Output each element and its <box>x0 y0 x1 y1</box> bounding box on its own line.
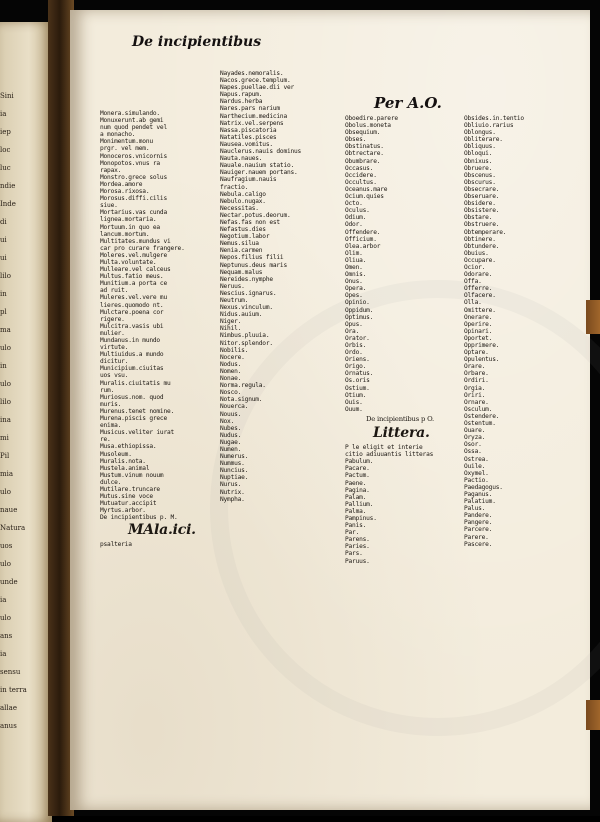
glossary-entry: Muralis.nota. <box>100 457 146 465</box>
glossary-entry: Mordea.amore <box>100 180 143 188</box>
glossary-entry: Nonae. <box>220 375 242 383</box>
glossary-entry: fractio. <box>220 183 249 191</box>
glossary-entry: Palatium. <box>464 498 496 506</box>
glossary-entry: Offendere. <box>345 228 381 236</box>
glossary-entry: Pampinus. <box>345 514 377 522</box>
glossary-entry: Origo. <box>345 363 367 371</box>
glossary-entry: Paries. <box>345 543 370 551</box>
glossary-entry: Nauta.naues. <box>220 155 263 163</box>
glossary-entry: Pandere. <box>464 512 493 520</box>
glossary-entry: Nausea.vomitus. <box>220 140 273 148</box>
glossary-entry: Oliua. <box>345 256 367 264</box>
glossary-entry: dicitur. <box>100 358 129 366</box>
glossary-entry: Napes.puellae.dii ver <box>220 84 295 92</box>
glossary-entry: Obliuio.rarius <box>464 122 514 130</box>
glossary-entry: Parcere. <box>464 526 493 534</box>
facing-page-fragment: sensu <box>0 668 21 676</box>
glossary-entry: Numen. <box>220 445 242 453</box>
glossary-entry: Necessitas. <box>220 204 259 212</box>
glossary-entry: Orgia. <box>464 384 486 392</box>
facing-page-fragment: mi <box>0 434 9 442</box>
glossary-entry: Negotium.labor <box>220 233 270 241</box>
glossary-entry: Odorare. <box>464 271 493 279</box>
facing-page-fragment: iep <box>0 128 11 136</box>
glossary-entry: Obtrectare. <box>345 150 384 158</box>
glossary-entry: Orare. <box>464 363 486 371</box>
leather-tab <box>586 700 600 730</box>
glossary-entry: Municipium.ciuitas <box>100 365 164 373</box>
glossary-entry: Nefas.fas non est <box>220 218 280 226</box>
glossary-entry: Nebula.caligo <box>220 190 266 198</box>
glossary-entry: Nouerca. <box>220 403 249 411</box>
facing-page-fragment: ma <box>0 326 11 334</box>
glossary-entry: Ostrea. <box>464 455 489 463</box>
glossary-entry: Obsidere. <box>464 200 496 208</box>
glossary-entry: Ouum. <box>345 405 363 413</box>
glossary-entry: Paene. <box>345 479 367 487</box>
glossary-entry: Multa.voluntate. <box>100 258 157 266</box>
glossary-entry: enima. <box>100 422 122 430</box>
glossary-entry: Ocior. <box>464 263 486 271</box>
glossary-entry: Opinio. <box>345 299 370 307</box>
glossary-entry: Olim. <box>345 249 363 257</box>
glossary-entry: Nefastus.dies <box>220 226 266 234</box>
glossary-entry: Nuncius. <box>220 467 249 475</box>
glossary-entry: Offa. <box>464 278 482 286</box>
glossary-entry: citio adiuuantis litteras <box>345 451 434 459</box>
glossary-entry: Oculus. <box>345 207 370 215</box>
glossary-entry: Obloqui. <box>464 150 493 158</box>
glossary-entry: Monopotos.vnus ra <box>100 159 160 167</box>
glossary-entry: Oboedire.parere <box>345 115 398 122</box>
glossary-entry: Obsequium. <box>345 129 381 137</box>
glossary-entry: De incipientibus p O. <box>365 414 435 423</box>
glossary-entry: Paruus. <box>345 557 370 565</box>
glossary-column-3 <box>345 115 455 725</box>
glossary-entry: Nemus.silua <box>220 240 259 248</box>
glossary-entry: Murena.piscis grece <box>100 415 167 423</box>
glossary-entry: Nobilis. <box>220 346 249 354</box>
facing-page-fragment: ui <box>0 254 7 262</box>
glossary-entry: Oceanus.mare <box>345 185 388 193</box>
glossary-entry: muris. <box>100 400 122 408</box>
facing-page-fragment: ui <box>0 236 7 244</box>
glossary-entry: Nympha. <box>220 495 245 503</box>
glossary-entry: Opulentus. <box>464 356 500 364</box>
glossary-entry: lignea.mortaria. <box>100 216 157 224</box>
glossary-entry: Monstro.grece solus <box>100 173 167 181</box>
glossary-entry: Oppidum. <box>345 306 374 314</box>
glossary-entry: Occupare. <box>464 256 496 264</box>
glossary-entry: Opes. <box>345 292 363 300</box>
glossary-entry: Munitium.a porta ce <box>100 280 167 288</box>
facing-page-fragment: di <box>0 218 7 226</box>
glossary-entry: Oriens. <box>345 356 370 364</box>
glossary-entry: Nardus.herba <box>220 98 263 106</box>
glossary-entry: Odor. <box>345 221 363 229</box>
glossary-entry: Morosus.diffi.cilis <box>100 195 167 203</box>
glossary-entry: siue. <box>100 202 118 210</box>
glossary-entry: Norma.regula. <box>220 382 266 390</box>
facing-page-fragment: unde <box>0 578 18 586</box>
facing-page-fragment: lilo <box>0 398 11 406</box>
glossary-entry: Nouus. <box>220 410 242 418</box>
glossary-entry: Muralis.ciuitatis mu <box>100 379 171 387</box>
glossary-entry: Pactum. <box>345 472 370 480</box>
glossary-entry: Obtemperare. <box>464 228 507 236</box>
glossary-entry: Nectar.potus.deorum. <box>220 211 291 219</box>
glossary-entry: Neruus. <box>220 282 245 290</box>
facing-page-fragment: uos <box>0 542 13 550</box>
glossary-entry: MAla.ici. <box>128 522 196 539</box>
glossary-entry: Omen. <box>345 263 363 271</box>
facing-page-fragment: ulo <box>0 560 11 568</box>
glossary-entry: Obstare. <box>464 214 493 222</box>
glossary-entry: Nutrix. <box>220 488 245 496</box>
glossary-entry: Palma. <box>345 507 367 515</box>
glossary-entry: Nimbus.pluuia. <box>220 332 270 340</box>
glossary-entry: Paganus. <box>464 490 493 498</box>
glossary-entry: Os.oris <box>345 377 370 385</box>
glossary-entry: car pro curare frangere. <box>100 244 185 252</box>
glossary-entry: Ostendere. <box>464 412 500 420</box>
facing-page-fragment: ulo <box>0 614 11 622</box>
glossary-entry: psalteria <box>100 541 132 549</box>
glossary-entry: Parens. <box>345 536 370 544</box>
glossary-entry: Mortuum.in quo ea <box>100 223 160 231</box>
glossary-entry: Orbare. <box>464 370 489 378</box>
facing-page-fragment: in <box>0 362 7 370</box>
facing-page-fragment: in terra <box>0 686 27 694</box>
glossary-entry: Obtundere. <box>464 242 500 250</box>
glossary-entry: Ordo. <box>345 349 363 357</box>
glossary-entry: Obses. <box>345 136 367 144</box>
facing-page-fragment: ia <box>0 110 7 118</box>
glossary-entry: Nodus. <box>220 360 242 368</box>
glossary-entry: Pallium. <box>345 500 374 508</box>
glossary-entry: Obruere. <box>464 164 493 172</box>
glossary-entry: Pagina. <box>345 486 370 494</box>
glossary-entry: Nidus.auium. <box>220 311 263 319</box>
facing-page-edge <box>0 22 52 822</box>
facing-page-fragment: ndie <box>0 182 16 190</box>
glossary-entry: P le eligit et interie <box>345 444 423 452</box>
glossary-entry: a monacho. <box>100 131 136 139</box>
glossary-entry: Napus.rapum. <box>220 91 263 99</box>
glossary-entry: Oportet. <box>464 334 493 342</box>
glossary-entry: Pangere. <box>464 519 493 527</box>
glossary-entry: Mutilare.truncare <box>100 485 160 493</box>
glossary-entry: Nexus.vinculum. <box>220 304 273 312</box>
glossary-entry: Niger. <box>220 318 242 326</box>
glossary-entry: Nacos.grece.templum. <box>220 77 291 85</box>
glossary-entry: re. <box>100 436 111 444</box>
glossary-entry: Nihil. <box>220 325 242 333</box>
glossary-entry: Musa.ethiopissa. <box>100 443 157 451</box>
glossary-entry: Multus.fatio meus. <box>100 273 164 281</box>
glossary-entry: Nota.signum. <box>220 396 263 404</box>
glossary-entry: Mutuatur.accipit <box>100 500 157 508</box>
glossary-entry: Orator. <box>345 334 370 342</box>
glossary-entry: Nassa.piscatoria <box>220 126 277 134</box>
glossary-entry: Numerus. <box>220 453 249 461</box>
glossary-entry: rapax. <box>100 166 122 174</box>
glossary-entry: Obscurus. <box>464 178 496 186</box>
glossary-entry: Paedagogus. <box>464 483 503 491</box>
glossary-entry: Mulleare.vel calceus <box>100 266 171 274</box>
manuscript-page <box>70 10 590 810</box>
glossary-entry: Nudus. <box>220 431 242 439</box>
glossary-entry: rigere. <box>100 315 125 323</box>
glossary-entry: Nereides.nymphe <box>220 275 273 283</box>
glossary-entry: Naufragium.nauis <box>220 176 277 184</box>
glossary-entry: Neutrum. <box>220 297 249 304</box>
glossary-entry: Par. <box>345 529 360 537</box>
glossary-entry: Ouis. <box>345 398 363 406</box>
glossary-entry: rum. <box>100 386 115 394</box>
glossary-entry: Ouare. <box>464 427 486 435</box>
glossary-entry: Parere. <box>464 533 489 541</box>
facing-page-fragment: ulo <box>0 344 11 352</box>
glossary-entry: Obsecrare. <box>464 185 500 193</box>
glossary-entry: Pabulum. <box>345 458 374 466</box>
facing-page-fragment: ia <box>0 650 7 658</box>
glossary-entry: Mulctare.poena cor <box>100 308 164 316</box>
glossary-entry: Nebulo.nugax. <box>220 197 266 205</box>
glossary-entry: Ostentum. <box>464 420 496 428</box>
glossary-entry: Obstruere. <box>464 221 500 229</box>
glossary-entry: Nox. <box>220 417 235 425</box>
glossary-entry: Nugae. <box>220 438 242 446</box>
glossary-entry: lieres.quomodo nt. <box>100 301 164 309</box>
glossary-entry: Oryza. <box>464 434 486 442</box>
facing-page-fragment: loc <box>0 146 11 154</box>
facing-page-fragment: Pil <box>0 452 10 460</box>
glossary-entry: prgr. vel mem. <box>100 145 150 153</box>
glossary-entry: Mutus.sine voce <box>100 493 153 501</box>
glossary-entry: Nauclerus.nauis dominus <box>220 148 302 156</box>
glossary-entry: Omnis. <box>345 271 367 279</box>
facing-page-fragment: ina <box>0 416 11 424</box>
glossary-entry: Obsistere. <box>464 207 500 215</box>
glossary-entry: Morosa.rixosa. <box>100 188 150 196</box>
glossary-entry: Palam. <box>345 493 367 501</box>
glossary-entry: Myrtus.arbor. <box>100 507 146 515</box>
glossary-entry: Monimentum.monu <box>100 138 153 146</box>
glossary-entry: Offerre. <box>464 285 493 293</box>
glossary-entry: Ossa. <box>464 448 482 456</box>
glossary-entry: Monera.simulando. <box>100 110 160 117</box>
glossary-entry: Palus. <box>464 505 486 513</box>
glossary-entry: Nummus. <box>220 460 245 468</box>
facing-page-fragment: in <box>0 290 7 298</box>
facing-page-fragment: ulo <box>0 488 11 496</box>
glossary-entry: Ordiri. <box>464 377 489 385</box>
glossary-entry: Olfacere. <box>464 292 496 300</box>
glossary-entry: Natatiles.pisces <box>220 133 277 141</box>
glossary-entry: Ostium. <box>345 384 370 392</box>
glossary-entry: mulier. <box>100 329 125 337</box>
glossary-entry: Odium. <box>345 214 367 222</box>
glossary-entry: Optare. <box>464 349 489 357</box>
facing-page-fragment: pl <box>0 308 7 316</box>
glossary-entry: Nares.pars narium <box>220 105 280 113</box>
glossary-entry: Orbis. <box>345 342 367 349</box>
glossary-entry: Obuius. <box>464 249 489 257</box>
facing-page-fragment: Natura <box>0 524 26 532</box>
glossary-entry: Optimus. <box>345 313 374 321</box>
glossary-entry: Nequam.malus <box>220 268 263 276</box>
glossary-entry: Otium. <box>345 391 367 399</box>
glossary-entry: Mundanus.in mundo <box>100 337 160 344</box>
glossary-entry: Obumbrare. <box>345 157 381 165</box>
glossary-entry: Olla. <box>464 299 482 307</box>
glossary-entry: Nitor.splendor. <box>220 339 273 347</box>
glossary-entry: Octo. <box>345 200 363 208</box>
running-head: De incipientibus <box>132 34 262 50</box>
glossary-entry: Nauiger.nauem portans. <box>220 169 298 177</box>
glossary-entry: Nubes. <box>220 424 242 432</box>
glossary-entry: Obseruare. <box>464 193 500 201</box>
glossary-entry: Monoceros.vnicornis <box>100 152 167 160</box>
glossary-entry: Osculum. <box>464 405 493 413</box>
glossary-entry: Ouile. <box>464 462 486 470</box>
facing-page-fragment: mia <box>0 470 14 478</box>
glossary-entry: ad ruit. <box>100 287 129 295</box>
glossary-entry: Mortarius.vas cunda <box>100 209 167 217</box>
glossary-column-4 <box>464 115 576 805</box>
glossary-entry: Musoleum. <box>100 450 132 458</box>
glossary-entry: Muleres.vel.vere mu <box>100 294 167 302</box>
glossary-entry: Obliterare. <box>464 136 503 144</box>
glossary-entry: Ornatus. <box>345 370 374 378</box>
glossary-entry: dulce. <box>100 478 122 486</box>
leather-tab <box>586 300 600 334</box>
glossary-entry: De incipientibus p. M. <box>100 514 178 522</box>
glossary-entry: Omittere. <box>464 306 496 314</box>
facing-page-fragment: ia <box>0 596 7 604</box>
glossary-entry: Occultus. <box>345 178 377 186</box>
facing-page-fragment: naue <box>0 506 18 514</box>
glossary-entry: Musicus.veliter iurat <box>100 429 175 437</box>
glossary-entry: Nenia.carmen <box>220 247 263 255</box>
facing-page-fragment: luc <box>0 164 11 172</box>
glossary-entry: num quod pendet vel <box>100 124 167 132</box>
right-running-head: Per A.O. <box>374 94 442 112</box>
glossary-entry: Neptunus.deus maris <box>220 261 287 269</box>
glossary-entry: Multiuidus.a mundo <box>100 351 164 359</box>
glossary-entry: Mustela.animal <box>100 464 150 472</box>
glossary-entry: Obsides.in.tentio <box>464 115 524 122</box>
glossary-entry: Nescius.ignarus. <box>220 289 277 297</box>
glossary-entry: Obstinatus. <box>345 143 384 151</box>
glossary-entry: Obnixus. <box>464 157 493 165</box>
glossary-entry: Opus. <box>345 320 363 328</box>
glossary-entry: Occidere. <box>345 171 377 179</box>
glossary-column-2 <box>220 70 338 730</box>
glossary-entry: Murenus.tenet nomine. <box>100 407 175 415</box>
glossary-entry: Muriosus.nom. quod <box>100 393 164 401</box>
facing-page-fragment: ans <box>0 632 13 640</box>
glossary-entry: Littera. <box>373 425 430 442</box>
glossary-entry: Nuptiae. <box>220 474 249 482</box>
glossary-entry: Pars. <box>345 550 363 558</box>
glossary-entry: Occasus. <box>345 164 374 172</box>
glossary-entry: Nurus. <box>220 481 242 489</box>
glossary-entry: Mulcitra.vasis ubi <box>100 322 164 330</box>
glossary-entry: Panis. <box>345 522 367 530</box>
glossary-entry: Nepos.filius filii <box>220 254 284 262</box>
glossary-entry: Ocium.quies <box>345 193 384 201</box>
glossary-entry: Pacare. <box>345 465 370 473</box>
glossary-entry: Opera. <box>345 285 367 293</box>
glossary-entry: Opinari. <box>464 327 493 335</box>
glossary-entry: lancum.mortum. <box>100 230 150 238</box>
glossary-entry: Moleres.vel.mulgere <box>100 251 167 259</box>
facing-page-fragment: ulo <box>0 380 11 388</box>
glossary-entry: Nayades.nemoralis. <box>220 70 284 77</box>
glossary-entry: Monuxerunt.ab gemi <box>100 117 164 125</box>
facing-page-fragment: lilo <box>0 272 11 280</box>
glossary-entry: Oriri. <box>464 391 486 399</box>
glossary-entry: Nosco. <box>220 389 242 397</box>
glossary-entry: Olea.arbor <box>345 242 381 250</box>
glossary-entry: Natrix.vel.serpens <box>220 119 284 127</box>
glossary-entry: Mustum.vinum nouum <box>100 471 164 479</box>
glossary-entry: Oxymel. <box>464 469 489 477</box>
glossary-entry: Pascere. <box>464 540 493 548</box>
glossary-entry: Nomen. <box>220 367 242 375</box>
glossary-entry: Officium. <box>345 235 377 243</box>
glossary-entry: Obtinere. <box>464 235 496 243</box>
glossary-entry: Ora. <box>345 327 360 335</box>
glossary-entry: Nauale.nauium statio. <box>220 162 295 170</box>
facing-page-fragment: Inde <box>0 200 16 208</box>
glossary-entry: Oblongus. <box>464 129 496 137</box>
glossary-entry: virtute. <box>100 344 129 352</box>
glossary-entry: Osor. <box>464 441 482 449</box>
glossary-entry: Obliquus. <box>464 143 496 151</box>
glossary-entry: Ornare. <box>464 398 489 406</box>
glossary-entry: Multitates.mundus vi <box>100 237 171 245</box>
facing-page-fragment: anus <box>0 722 17 730</box>
glossary-entry: Nocere. <box>220 353 245 361</box>
facing-page-fragment: allae <box>0 704 17 712</box>
glossary-entry: uos vsu. <box>100 372 129 380</box>
facing-page-fragment: Sini <box>0 92 14 100</box>
glossary-entry: Narthecium.medicina <box>220 112 287 120</box>
glossary-entry: Operire. <box>464 320 493 328</box>
glossary-entry: Obscenus. <box>464 171 496 179</box>
glossary-entry: Onerare. <box>464 313 493 321</box>
glossary-entry: Opprimere. <box>464 342 500 349</box>
glossary-entry: Pactio. <box>464 476 489 484</box>
glossary-entry: Onus. <box>345 278 363 286</box>
glossary-column-1 <box>100 110 218 700</box>
glossary-entry: Obolus.moneta <box>345 122 391 130</box>
